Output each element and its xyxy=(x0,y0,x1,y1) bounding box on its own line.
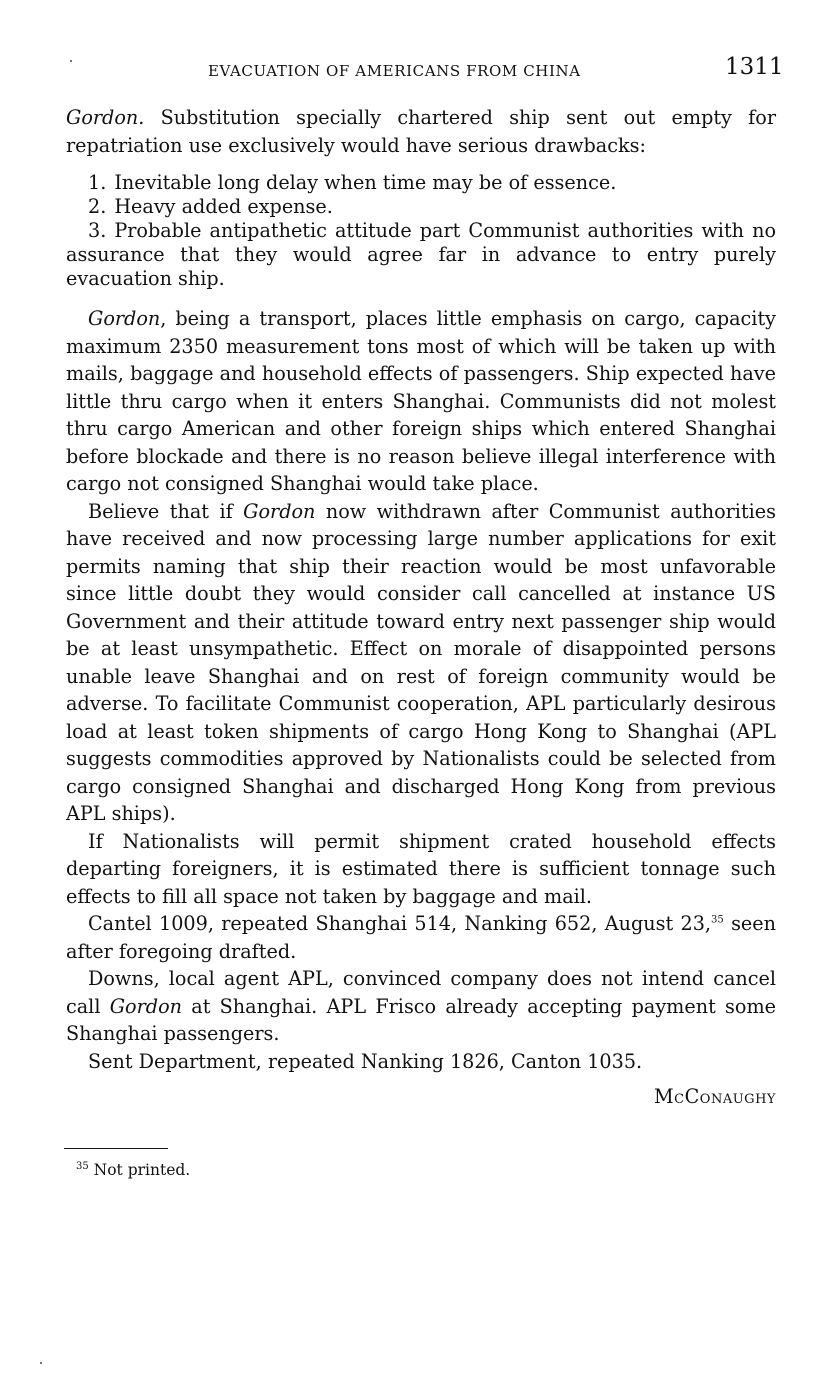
paragraph-1 xyxy=(66,104,776,159)
body-text xyxy=(66,104,776,1111)
paragraph-4: If Nationalists will permit shipment crated household effects departing foreigners, it is estimated there is sufficient tonnage such effects to fill all space not taken by baggage and mail. xyxy=(66,829,776,908)
scan-speck xyxy=(70,60,72,62)
paragraph-3-text-end: now withdrawn after Communist authorities have received and now processing large number applications for exit permits naming that ship their reaction would be most unfavorable since little doubt they would consider call cancelled at instance US Government and their attitude toward entry next passenger ship would be at least unsympathetic. Effect on morale of disappointed persons unable leave Shanghai and on rest of foreign community would be adverse. To facilitate Communist cooperation, APL particularly desirous load at least token shipments of cargo Hong Kong to Shanghai (APL suggests commodities approved by Nationalists could be selected from cargo consigned Shanghai and discharged Hong Kong from previous APL ships). xyxy=(66,499,776,825)
footnote-text: Not printed. xyxy=(88,1161,191,1179)
list-item xyxy=(66,219,776,291)
paragraph-5-tail: seen after foregoing drafted. xyxy=(66,912,777,963)
drawbacks-list xyxy=(66,171,776,291)
paragraph-2-text: , being a transport, places little emphasis on cargo, capacity maximum 2350 measurement tons most of which will be taken up with mails, baggage and household effects of passengers. Ship expected have little thru cargo when it enters Shanghai. Communists did not molest thru cargo American and other foreign ships which entered Shanghai before blockade and there is no reason believe illegal interference with cargo not consigned Shanghai would take place. xyxy=(66,307,776,495)
ship-name-italic: Gordon. xyxy=(66,106,145,129)
list-item-text: Heavy added expense. xyxy=(114,195,333,218)
footnote xyxy=(76,1161,190,1179)
list-item-number: 1. xyxy=(88,171,107,194)
paragraph-6 xyxy=(66,965,776,1048)
paragraph-6-text-end: at Shanghai. APL Frisco already accepting payment some Shanghai passengers. xyxy=(66,994,777,1045)
list-item xyxy=(66,171,776,195)
paragraph-6-text-start: Downs, local agent APL, convinced company does not intend cancel call xyxy=(66,967,776,1018)
paragraph-5-text: Cantel 1009, repeated Shanghai 514, Nanking 652, August 23, xyxy=(88,912,712,935)
running-head: EVACUATION OF AMERICANS FROM CHINA xyxy=(208,62,581,80)
scan-speck xyxy=(40,1362,42,1364)
paragraph-7: Sent Department, repeated Nanking 1826, Canton 1035. xyxy=(88,1049,643,1073)
paragraph-1-text: Substitution specially chartered ship sent out empty for repatriation use exclusively would have serious drawbacks: xyxy=(66,106,776,157)
page-header xyxy=(0,54,838,86)
signature: McConaughy xyxy=(654,1085,776,1108)
footnote-reference: 35 xyxy=(711,914,724,926)
list-item-number: 3. xyxy=(88,219,107,242)
paragraph-3 xyxy=(66,498,776,828)
list-item-number: 2. xyxy=(88,195,107,218)
list-item xyxy=(66,195,776,219)
paragraph-3-text-start: Believe that if xyxy=(88,499,244,523)
footnote-rule xyxy=(64,1148,168,1149)
ship-name-italic: Gordon xyxy=(109,994,182,1018)
ship-name-italic: Gordon xyxy=(88,307,161,330)
footnote-marker: 35 xyxy=(76,1160,89,1172)
paragraph-2 xyxy=(66,305,776,498)
page-number: 1311 xyxy=(725,54,784,80)
list-item-text: Inevitable long delay when time may be of essence. xyxy=(114,171,617,194)
list-item-text: Probable antipathetic attitude part Communist authorities with no assurance that they would agree far in advance to entry purely evacuation ship. xyxy=(66,219,776,290)
ship-name-italic: Gordon xyxy=(243,499,316,523)
paragraph-5 xyxy=(66,910,776,965)
